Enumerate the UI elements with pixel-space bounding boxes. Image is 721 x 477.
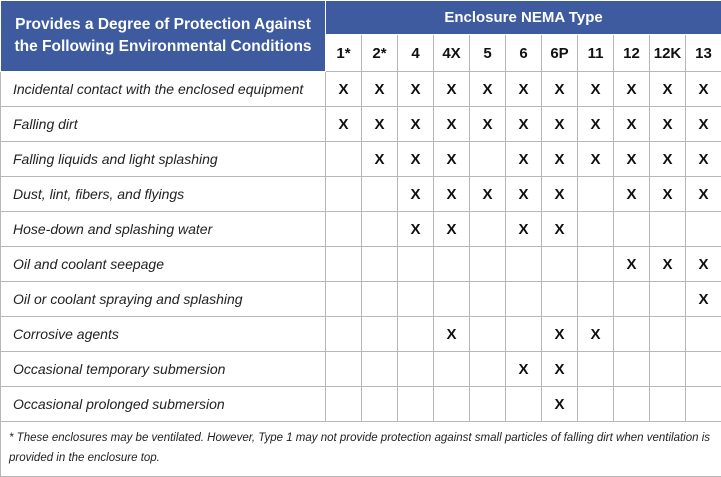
condition-label: Occasional prolonged submersion (1, 387, 326, 422)
protection-mark-cell (470, 282, 506, 317)
protection-mark-cell: X (542, 177, 578, 212)
protection-mark-cell: X (398, 142, 434, 177)
protection-mark-cell (398, 387, 434, 422)
protection-mark-cell (614, 387, 650, 422)
protection-mark-cell: X (686, 72, 721, 107)
protection-mark-cell (326, 387, 362, 422)
protection-mark-cell: X (434, 107, 470, 142)
protection-mark-cell: X (362, 107, 398, 142)
protection-mark-cell: X (686, 107, 721, 142)
protection-mark-cell (326, 317, 362, 352)
condition-label: Hose-down and splashing water (1, 212, 326, 247)
protection-mark-cell: X (542, 317, 578, 352)
protection-mark-cell (686, 387, 721, 422)
protection-mark-cell: X (614, 107, 650, 142)
protection-mark-cell (434, 282, 470, 317)
protection-mark-cell: X (506, 212, 542, 247)
condition-label: Oil and coolant seepage (1, 247, 326, 282)
protection-mark-cell (506, 247, 542, 282)
protection-mark-cell: X (614, 72, 650, 107)
protection-mark-cell: X (470, 177, 506, 212)
protection-mark-cell: X (398, 212, 434, 247)
condition-label: Dust, lint, fibers, and flyings (1, 177, 326, 212)
protection-mark-cell (686, 352, 721, 387)
protection-mark-cell (326, 212, 362, 247)
table-row (1, 72, 721, 107)
protection-mark-cell (470, 142, 506, 177)
type-header-cell: 12K (650, 35, 686, 72)
protection-mark-cell: X (650, 72, 686, 107)
condition-label: Falling liquids and light splashing (1, 142, 326, 177)
protection-mark-cell (398, 247, 434, 282)
protection-mark-cell (614, 282, 650, 317)
protection-mark-cell: X (398, 107, 434, 142)
protection-mark-cell (686, 317, 721, 352)
type-header-cell: 4X (434, 35, 470, 72)
protection-mark-cell: X (686, 177, 721, 212)
condition-label: Incidental contact with the enclosed equipment (1, 72, 326, 107)
protection-mark-cell (434, 352, 470, 387)
protection-mark-cell: X (434, 142, 470, 177)
protection-mark-cell (470, 247, 506, 282)
protection-mark-cell (398, 282, 434, 317)
protection-mark-cell: X (650, 142, 686, 177)
protection-mark-cell: X (542, 107, 578, 142)
protection-mark-cell (434, 387, 470, 422)
protection-mark-cell (326, 142, 362, 177)
protection-mark-cell: X (542, 352, 578, 387)
protection-mark-cell: X (578, 142, 614, 177)
protection-mark-cell: X (326, 107, 362, 142)
type-header-cell: 12 (614, 35, 650, 72)
protection-mark-cell (614, 317, 650, 352)
table-body (1, 72, 721, 422)
protection-mark-cell (362, 212, 398, 247)
protection-mark-cell (542, 247, 578, 282)
protection-mark-cell (650, 212, 686, 247)
type-header-cell: 1* (326, 35, 362, 72)
protection-mark-cell (506, 317, 542, 352)
protection-mark-cell (506, 282, 542, 317)
protection-mark-cell (326, 247, 362, 282)
protection-mark-cell: X (434, 72, 470, 107)
protection-mark-cell: X (434, 317, 470, 352)
table-row (1, 142, 721, 177)
protection-mark-cell (434, 247, 470, 282)
protection-mark-cell (470, 387, 506, 422)
protection-mark-cell: X (542, 387, 578, 422)
protection-mark-cell: X (650, 177, 686, 212)
protection-mark-cell: X (614, 142, 650, 177)
protection-mark-cell (578, 247, 614, 282)
type-header-cell: 6P (542, 35, 578, 72)
protection-mark-cell (578, 387, 614, 422)
protection-mark-cell: X (398, 177, 434, 212)
protection-mark-cell: X (470, 72, 506, 107)
protection-mark-cell: X (686, 247, 721, 282)
protection-mark-cell: X (506, 142, 542, 177)
protection-mark-cell (362, 387, 398, 422)
table-row (1, 247, 721, 282)
table-row (1, 282, 721, 317)
conditions-header: Provides a Degree of Protection Against the Following Environmental Conditions (1, 1, 326, 72)
protection-mark-cell (362, 282, 398, 317)
protection-mark-cell: X (506, 72, 542, 107)
table-row (1, 352, 721, 387)
protection-mark-cell (650, 352, 686, 387)
protection-mark-cell: X (542, 142, 578, 177)
table-row (1, 317, 721, 352)
protection-mark-cell (650, 387, 686, 422)
protection-mark-cell: X (398, 72, 434, 107)
condition-label: Oil or coolant spraying and splashing (1, 282, 326, 317)
protection-mark-cell (686, 212, 721, 247)
condition-label: Corrosive agents (1, 317, 326, 352)
table-row (1, 177, 721, 212)
type-header-cell: 13 (686, 35, 721, 72)
protection-mark-cell (578, 352, 614, 387)
type-header-cell: 6 (506, 35, 542, 72)
protection-mark-cell (578, 177, 614, 212)
type-header-cell: 11 (578, 35, 614, 72)
protection-mark-cell: X (470, 107, 506, 142)
protection-mark-cell: X (506, 352, 542, 387)
protection-mark-cell (470, 352, 506, 387)
table-row (1, 212, 721, 247)
protection-mark-cell: X (578, 317, 614, 352)
footnote: * These enclosures may be ventilated. However, Type 1 may not provide protection against small particles of falling dirt when ventilation is provided in the enclosure top. (1, 422, 721, 477)
protection-mark-cell (362, 352, 398, 387)
protection-mark-cell (542, 282, 578, 317)
protection-mark-cell: X (506, 107, 542, 142)
enclosure-type-header: Enclosure NEMA Type (326, 1, 721, 35)
protection-mark-cell (578, 282, 614, 317)
type-header-cell: 5 (470, 35, 506, 72)
protection-mark-cell: X (362, 142, 398, 177)
protection-mark-cell: X (614, 247, 650, 282)
protection-mark-cell: X (650, 247, 686, 282)
protection-mark-cell (470, 317, 506, 352)
protection-mark-cell (398, 352, 434, 387)
protection-mark-cell: X (326, 72, 362, 107)
protection-mark-cell: X (434, 212, 470, 247)
protection-mark-cell: X (542, 212, 578, 247)
table-row (1, 107, 721, 142)
protection-mark-cell: X (542, 72, 578, 107)
type-header-cell: 2* (362, 35, 398, 72)
protection-mark-cell: X (686, 282, 721, 317)
protection-mark-cell (326, 352, 362, 387)
protection-mark-cell (362, 247, 398, 282)
type-header-cell: 4 (398, 35, 434, 72)
protection-mark-cell: X (362, 72, 398, 107)
protection-mark-cell (470, 212, 506, 247)
protection-mark-cell: X (686, 142, 721, 177)
protection-mark-cell: X (614, 177, 650, 212)
protection-mark-cell: X (578, 72, 614, 107)
footnote-row (1, 422, 721, 477)
protection-mark-cell (326, 282, 362, 317)
protection-mark-cell (650, 317, 686, 352)
table-row (1, 387, 721, 422)
protection-mark-cell (398, 317, 434, 352)
protection-mark-cell (650, 282, 686, 317)
protection-mark-cell: X (434, 177, 470, 212)
protection-mark-cell: X (650, 107, 686, 142)
protection-mark-cell (362, 317, 398, 352)
condition-label: Occasional temporary submersion (1, 352, 326, 387)
protection-mark-cell (506, 387, 542, 422)
protection-mark-cell (614, 212, 650, 247)
protection-mark-cell (578, 212, 614, 247)
protection-mark-cell (326, 177, 362, 212)
protection-mark-cell (362, 177, 398, 212)
protection-mark-cell: X (506, 177, 542, 212)
protection-mark-cell: X (578, 107, 614, 142)
condition-label: Falling dirt (1, 107, 326, 142)
protection-mark-cell (614, 352, 650, 387)
